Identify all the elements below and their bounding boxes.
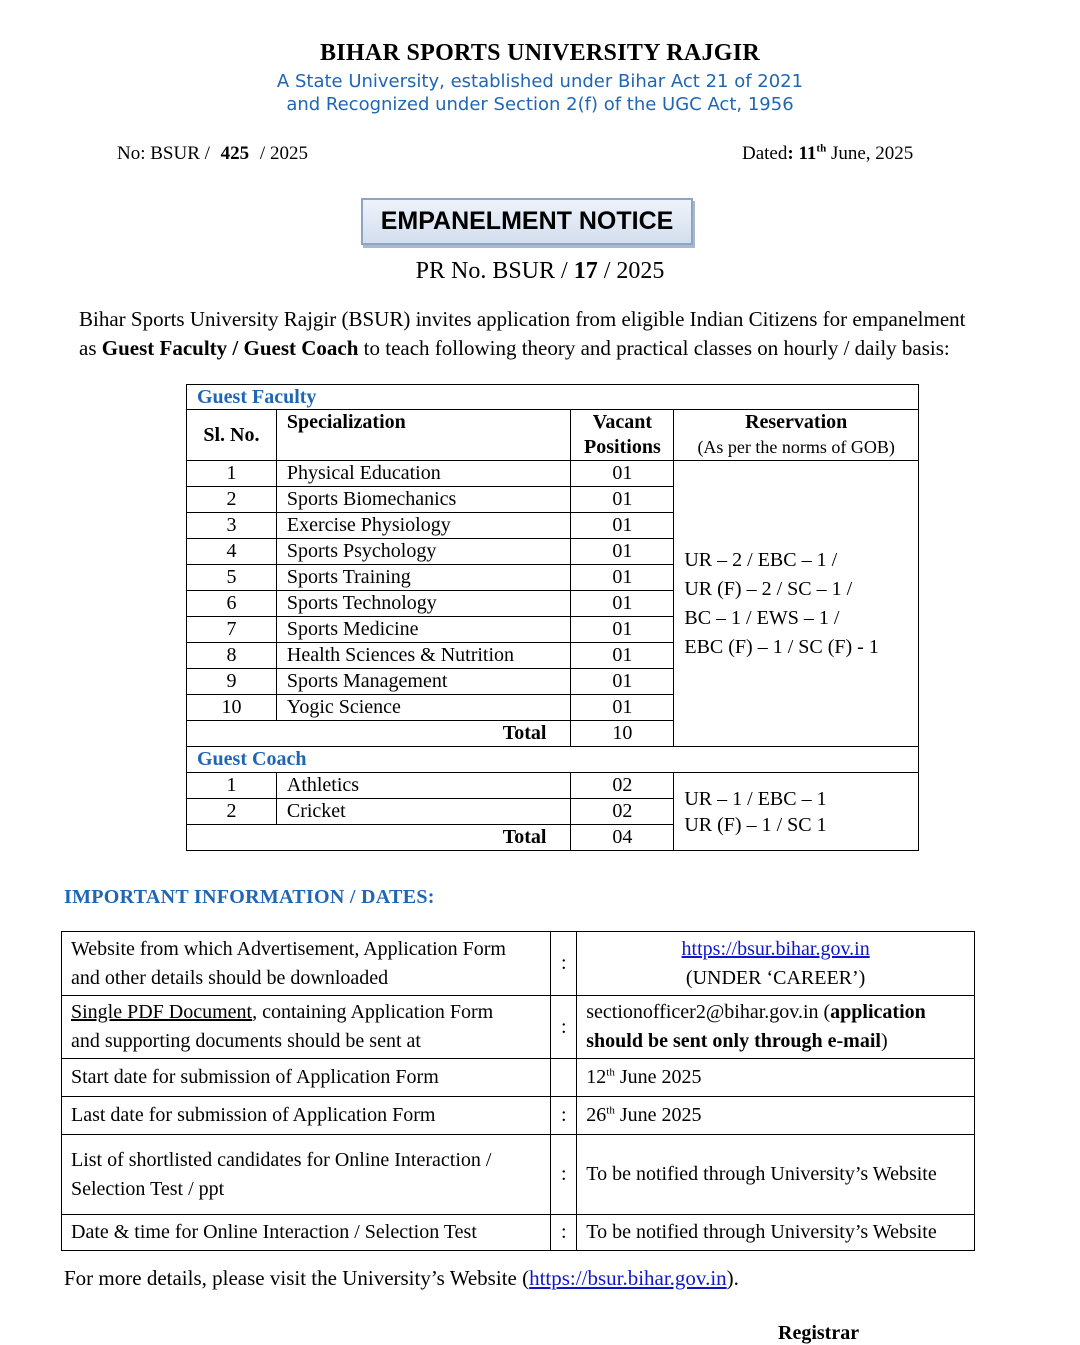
info-label — [62, 1135, 551, 1215]
footer-end: ). — [726, 1266, 739, 1290]
row-sl: 6 — [187, 591, 277, 617]
pr-suffix: / 2025 — [597, 258, 665, 284]
label-line: and supporting documents should be sent at — [71, 1030, 421, 1052]
label-line: and other details should be downloaded — [71, 966, 389, 989]
university-subtitle-1: A State University, established under Bihar Act 21 of 2021 — [276, 71, 804, 92]
row-vacant: 01 — [571, 487, 674, 513]
date-sup: th — [606, 1066, 615, 1079]
info-value: To be notified through University’s Website — [577, 1215, 975, 1251]
label-line: List of shortlisted candidates for Online Interaction / — [71, 1148, 492, 1171]
university-subtitle-2: and Recognized under Section 2(f) of the UGC Act, 1956 — [286, 94, 794, 115]
date-rest: June 2025 — [614, 1104, 702, 1126]
date-day: 12 — [586, 1066, 607, 1088]
row-sl: 9 — [187, 669, 277, 695]
info-row-shortlist — [62, 1135, 975, 1215]
row-spec: Sports Training — [276, 565, 571, 591]
row-spec: Cricket — [276, 799, 571, 825]
col-sl-header: Sl. No. — [187, 410, 277, 461]
col-vacant-1: Vacant — [592, 411, 653, 433]
row-spec: Sports Medicine — [276, 617, 571, 643]
date-sup: th — [606, 1104, 615, 1117]
row-sl: 3 — [187, 513, 277, 539]
colon: : — [551, 1097, 577, 1135]
notice-title-box — [361, 198, 693, 245]
important-info-heading: IMPORTANT INFORMATION / DATES: — [64, 886, 435, 908]
info-row-website — [62, 932, 975, 996]
col-res-2: (As per the norms of GOB) — [697, 437, 895, 457]
info-row-last — [62, 1097, 975, 1135]
notice-title: EMPANELMENT NOTICE — [380, 207, 674, 235]
faculty-heading-row — [187, 385, 919, 410]
table-row — [187, 461, 919, 487]
row-vacant: 01 — [571, 643, 674, 669]
info-label — [62, 996, 551, 1059]
coach-reservation — [674, 773, 919, 851]
label-line: Website from which Advertisement, Application Form — [71, 937, 506, 960]
row-vacant: 01 — [571, 617, 674, 643]
info-row-interaction — [62, 1215, 975, 1251]
row-spec: Health Sciences & Nutrition — [276, 643, 571, 669]
info-value: To be notified through University’s Website — [577, 1135, 975, 1215]
colon: : — [551, 932, 577, 996]
date-day: 26 — [586, 1104, 607, 1126]
row-spec: Sports Management — [276, 669, 571, 695]
label-line: Selection Test / ppt — [71, 1177, 225, 1200]
info-row-pdf — [62, 996, 975, 1059]
positions-table — [186, 384, 919, 851]
info-label: Start date for submission of Application Form — [62, 1059, 551, 1097]
row-sl: 10 — [187, 695, 277, 721]
value-close: ) — [880, 1030, 888, 1052]
row-spec: Sports Biomechanics — [276, 487, 571, 513]
row-vacant: 01 — [571, 669, 674, 695]
info-value — [577, 1097, 975, 1135]
row-vacant: 01 — [571, 539, 674, 565]
email-text: sectionofficer2@bihar.gov.in ( — [586, 1001, 831, 1023]
table-header-row — [187, 410, 919, 461]
row-spec: Exercise Physiology — [276, 513, 571, 539]
row-vacant: 01 — [571, 695, 674, 721]
website-link[interactable]: https://bsur.bihar.gov.in — [681, 937, 870, 960]
info-value — [577, 1059, 975, 1097]
row-sl: 2 — [187, 799, 277, 825]
col-res-1: Reservation — [745, 411, 848, 433]
row-vacant: 02 — [571, 799, 674, 825]
coach-heading-row — [187, 747, 919, 773]
res-line: UR (F) – 1 / SC 1 — [684, 813, 827, 836]
value-bold: should be sent only through e-mail — [586, 1030, 881, 1052]
faculty-heading: Guest Faculty — [187, 385, 919, 410]
row-vacant: 02 — [571, 773, 674, 799]
footer-text: For more details, please visit the University’s Website ( — [64, 1266, 530, 1290]
intro-rest: to teach following theory and practical classes on hourly / daily basis: — [358, 336, 950, 360]
university-name: BIHAR SPORTS UNIVERSITY RAJGIR — [319, 40, 760, 66]
row-sl: 5 — [187, 565, 277, 591]
total-label: Total — [187, 825, 571, 851]
col-res-header — [674, 410, 919, 461]
info-label — [62, 932, 551, 996]
faculty-reservation — [674, 461, 919, 747]
value-bold: application — [830, 1001, 926, 1023]
colon: : — [551, 1215, 577, 1251]
row-vacant: 01 — [571, 513, 674, 539]
label-underlined: Single PDF Document — [71, 1001, 253, 1023]
res-line: BC – 1 / EWS – 1 / — [684, 606, 840, 629]
info-label: Last date for submission of Application Form — [62, 1097, 551, 1135]
row-spec: Physical Education — [276, 461, 571, 487]
table-row — [187, 773, 919, 799]
ref-suffix: / 2025 — [255, 143, 308, 164]
row-vacant: 01 — [571, 591, 674, 617]
total-label: Total — [187, 721, 571, 747]
info-label: Date & time for Online Interaction / Selection Test — [62, 1215, 551, 1251]
row-spec: Sports Technology — [276, 591, 571, 617]
important-info-table — [61, 931, 975, 1251]
colon: : — [551, 996, 577, 1059]
row-sl: 2 — [187, 487, 277, 513]
dated-label: Dated — [742, 143, 788, 164]
ref-prefix: No: BSUR / — [117, 143, 215, 164]
col-spec-header: Specialization — [276, 410, 571, 461]
row-sl: 7 — [187, 617, 277, 643]
colon: : — [551, 1135, 577, 1215]
coach-heading: Guest Coach — [187, 747, 919, 773]
intro-as: as — [79, 336, 102, 360]
row-spec: Athletics — [276, 773, 571, 799]
row-spec: Yogic Science — [276, 695, 571, 721]
col-vacant-header — [571, 410, 674, 461]
signature-registrar: Registrar — [778, 1322, 860, 1344]
col-vacant-2: Positions — [584, 436, 661, 458]
info-value — [577, 996, 975, 1059]
res-line: UR – 1 / EBC – 1 — [684, 787, 827, 810]
row-vacant: 01 — [571, 461, 674, 487]
footer-note — [64, 1266, 739, 1291]
row-vacant: 01 — [571, 565, 674, 591]
pr-number — [0, 258, 1080, 285]
value-line: (UNDER ‘CAREER’) — [685, 966, 866, 989]
pr-prefix: PR No. BSUR / — [415, 258, 574, 284]
dated — [742, 143, 913, 165]
row-sl: 4 — [187, 539, 277, 565]
label-rest: , containing Application Form — [252, 1001, 494, 1023]
info-row-start — [62, 1059, 975, 1097]
intro-line-2 — [79, 334, 984, 363]
intro-bold: Guest Faculty / Guest Coach — [101, 336, 359, 360]
row-sl: 1 — [187, 461, 277, 487]
row-spec: Sports Psychology — [276, 539, 571, 565]
coach-total: 04 — [571, 825, 674, 851]
reference-number — [117, 143, 308, 165]
footer-website-link[interactable]: https://bsur.bihar.gov.in — [529, 1266, 727, 1290]
colon — [551, 1059, 577, 1097]
intro-paragraph — [79, 305, 984, 363]
pr-num: 17 — [573, 258, 598, 284]
row-sl: 8 — [187, 643, 277, 669]
res-line: UR (F) – 2 / SC – 1 / — [684, 577, 853, 600]
row-sl: 1 — [187, 773, 277, 799]
dated-day: : 11 — [787, 143, 817, 164]
ref-number: 425 — [220, 143, 250, 164]
date-rest: June 2025 — [614, 1066, 702, 1088]
res-line: EBC (F) – 1 / SC (F) - 1 — [684, 635, 879, 658]
info-value — [577, 932, 975, 996]
intro-line-1: Bihar Sports University Rajgir (BSUR) invites application from eligible Indian Citizens for empanelment — [79, 307, 966, 331]
res-line: UR – 2 / EBC – 1 / — [684, 548, 838, 571]
dated-rest: June, 2025 — [826, 143, 914, 164]
dated-sup: th — [816, 142, 827, 155]
faculty-total: 10 — [571, 721, 674, 747]
